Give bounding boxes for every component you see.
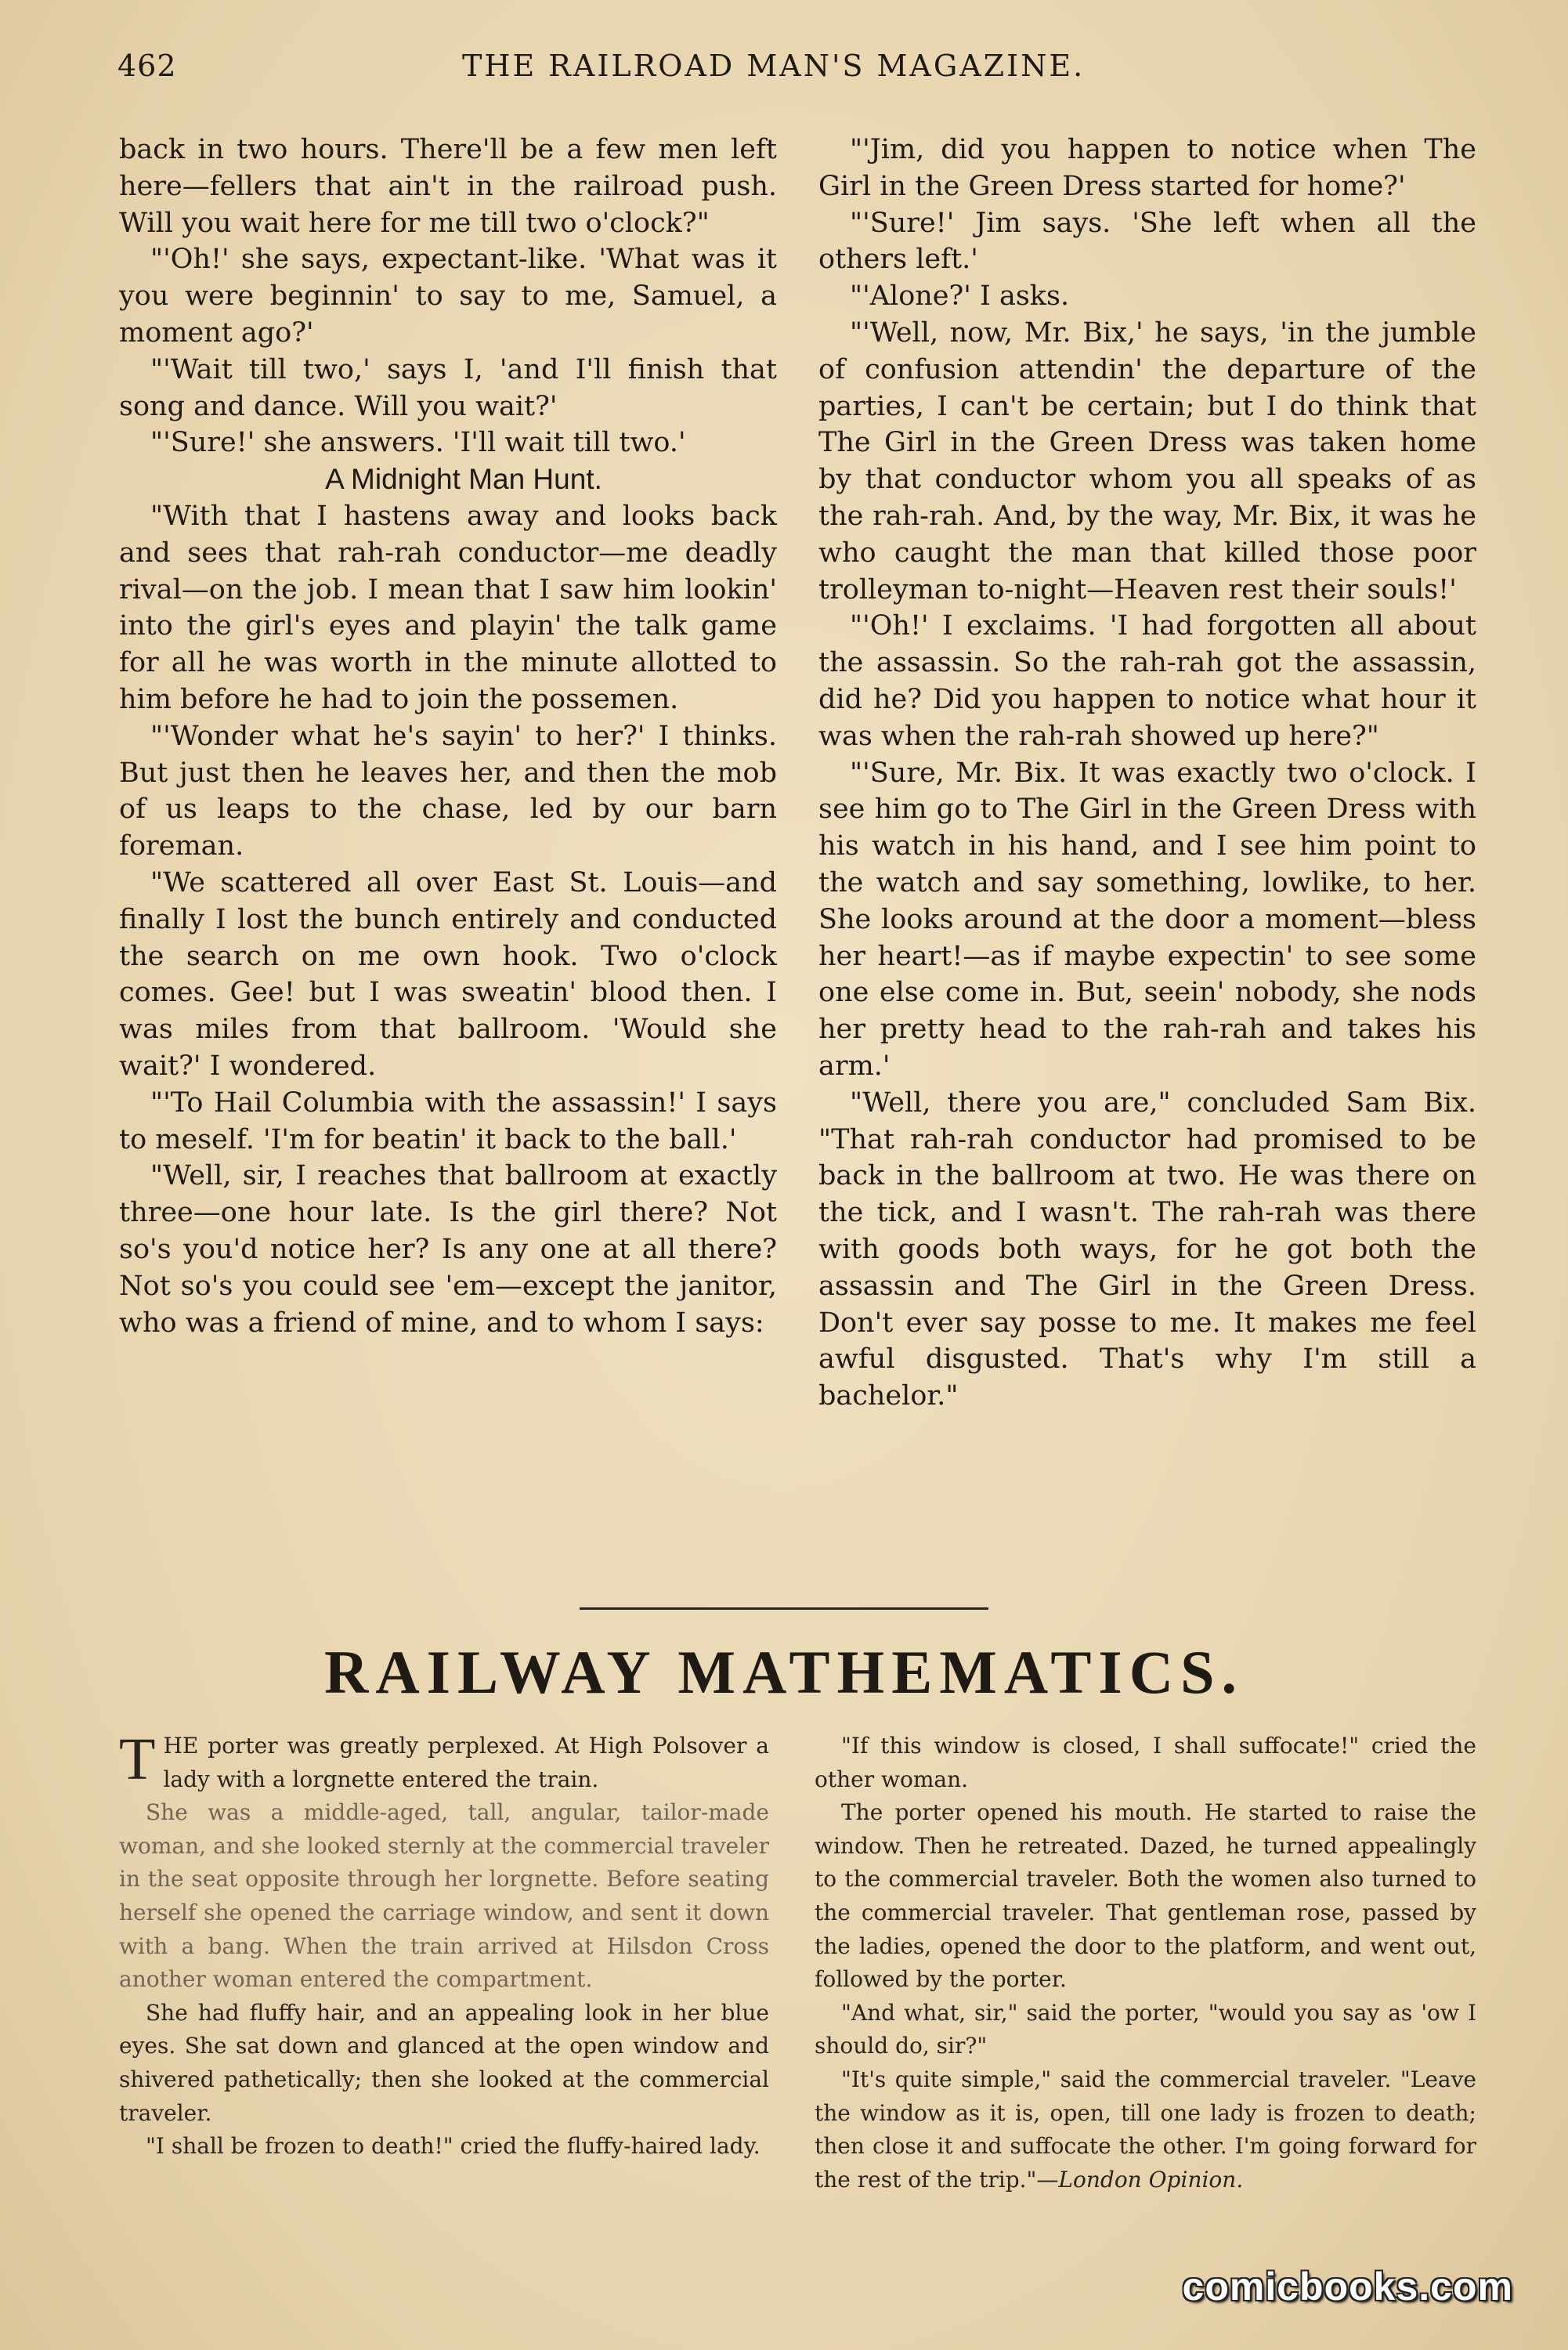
paragraph (815, 2063, 1476, 2196)
paragraph: She had fluffy hair, and an appealing look in her blue eyes. She sat down and glanced at the open window and shivered pathetically; then she looked at the commercial traveler. (119, 1999, 769, 2126)
paragraph: The porter opened his mouth. He started to raise the window. Then he retreated. Dazed, he turned appealingly to the commercial traveler. Both the women also turned to the commercial traveler. That gentleman rose, passed by the ladies, opened the door to the platform, and went out, followed by the porter. (815, 1799, 1476, 1993)
paragraph: "'Sure, Mr. Bix. It was exactly two o'clock. I see him go to The Girl in the Green Dress with his watch in his hand, and I see him point to the watch and say something, lowlike, to her. She looks around at the door a moment—bless her heart!—as if maybe expectin' to see some one else come in. But, seein' nobody, she nods her pretty head to the rah-rah and takes his arm.' (818, 757, 1476, 1082)
story-column-right (818, 132, 1476, 1415)
paragraph: "'Alone?' I asks. (850, 280, 1070, 313)
paragraph-text: HE porter was greatly perplexed. At High Polsover a lady with a lorgnette entered the train. (163, 1733, 769, 1792)
paragraph: "With that I hastens away and looks back and sees that rah-rah conductor—me deadly rival—on the job. I mean that I saw him lookin' into the girl's eyes and playin' the talk game for all he was worth in the minute allotted to him before he had to join the possemen. (119, 500, 777, 715)
article-column-left (119, 1726, 769, 2164)
paragraph: "'Oh!' I exclaims. 'I had forgotten all about the assassin. So the rah-rah got the assassin, did he? Did you happen to notice what hour it was when the rah-rah showed up here?" (818, 610, 1476, 752)
paragraph: She was a middle-aged, tall, angular, tailor-made woman, and she looked sternly at the commercial traveler in the seat opposite through her lorgnette. Before seating herself she opened the carriage window, and sent it down with a bang. When the train arrived at Hilsdon Cross another woman entered the compartment. (119, 1799, 769, 1993)
paragraph: "'Sure!' Jim says. 'She left when all the others left.' (818, 207, 1476, 276)
paragraph: "'Sure!' she answers. 'I'll wait till two.' (150, 427, 686, 459)
paragraph: "And what, sir," said the porter, "would you say as 'ow I should do, sir?" (815, 1999, 1476, 2059)
paragraph: "Well, sir, I reaches that ballroom at exactly three—one hour late. Is the girl there? Not so's you'd notice her? Is any one at all there? Not so's you could see 'em—except the janitor, who was a friend of mine, and to whom I says: (119, 1160, 777, 1339)
paragraph (119, 1726, 769, 1796)
article-column-right (815, 1730, 1476, 2196)
source-attribution: London Opinion. (1058, 2166, 1244, 2193)
paragraph: "If this window is closed, I shall suffocate!" cried the other woman. (815, 1733, 1476, 1792)
paragraph: "We scattered all over East St. Louis—and finally I lost the bunch entirely and conducted the search on me own hook. Two o'clock comes. Gee! but I was sweatin' blood then. I was miles from that ballroom. 'Would she wait?' I wondered. (119, 866, 777, 1082)
section-subhead: A Midnight Man Hunt. (325, 463, 602, 496)
paragraph: back in two hours. There'll be a few men left here—fellers that ain't in the railroad push. Will you wait here for me till two o'clock?" (119, 134, 777, 239)
paragraph-text: "It's quite simple," said the commercial traveler. "Leave the window as it is, open, till one lady is frozen to death; then close it and suffocate the other. I'm going forward for the rest of the trip."— (815, 2066, 1476, 2193)
article-headline: RAILWAY MATHEMATICS. (324, 1638, 1244, 1706)
site-watermark: comicbooks.com (1182, 2265, 1513, 2308)
page-header (117, 49, 1451, 96)
section-divider-rule (580, 1607, 988, 1610)
paragraph: "'To Hail Columbia with the assassin!' I says to meself. 'I'm for beatin' it back to the ball.' (119, 1086, 777, 1155)
paragraph: "'Wonder what he's sayin' to her?' I thinks. But just then he leaves her, and then the mob of us leaps to the chase, led by our barn foreman. (119, 720, 777, 862)
paragraph: "'Jim, did you happen to notice when The Girl in the Green Dress started for home?' (818, 134, 1476, 202)
paragraph: "Well, there you are," concluded Sam Bix. "That rah-rah conductor had promised to be back in the ballroom at two. He was there on the tick, and I wasn't. The rah-rah was there with goods both ways, for he got both the assassin and The Girl in the Green Dress. Don't ever say posse to me. It makes me feel awful disgusted. That's why I'm still a bachelor." (818, 1086, 1476, 1412)
paragraph: "I shall be frozen to death!" cried the fluffy-haired lady. (146, 2133, 761, 2160)
paragraph: "'Oh!' she says, expectant-like. 'What was it you were beginnin' to say to me, Samuel, a moment ago?' (119, 244, 777, 349)
paragraph: "'Well, now, Mr. Bix,' he says, 'in the jumble of confusion attendin' the departure of the parties, I can't be certain; but I do think that The Girl in the Green Dress was taken home by that conductor whom you all speaks of as the rah-rah. And, by the way, Mr. Bix, it was he who caught the man that killed those poor trolleyman to-night—Heaven rest their souls!' (818, 316, 1476, 606)
page-number: 462 (117, 49, 177, 83)
story-column-left (119, 132, 777, 1341)
drop-cap: T (119, 1726, 156, 1792)
paragraph: "'Wait till two,' says I, 'and I'll finish that song and dance. Will you wait?' (119, 353, 777, 422)
magazine-title: THE RAILROAD MAN'S MAGAZINE. (462, 49, 1086, 83)
